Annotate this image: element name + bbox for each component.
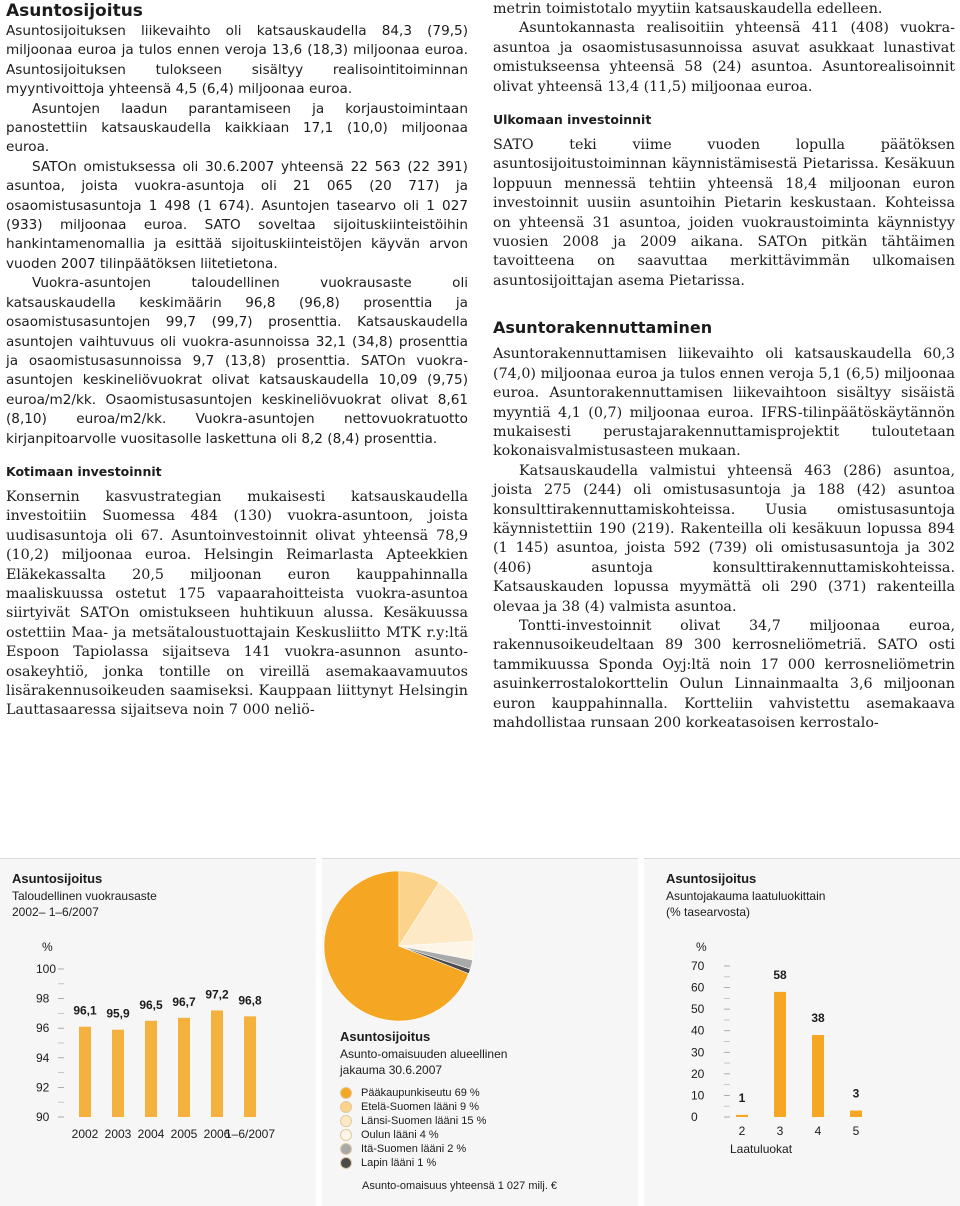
legend-label: Etelä-Suomen lääni 9 % [361,1101,480,1113]
legend-item [340,1100,486,1114]
bar [145,1021,157,1117]
bar [850,1111,862,1117]
y-axis-label: % [696,940,707,954]
x-tick-label: 1–6/2007 [224,1127,276,1141]
pie-legend [340,1086,486,1170]
paragraph: Asuntorakennuttamisen liikevaihto oli katsauskaudella 60,3 (74,0) miljoonaa euroa ja tulos ennen veroja 5,1 (6,5) miljoonaa euroa. Asuntorakennuttamisen liikevaihtoon sisältyy sisäistä myyntiä 4,1 (0,7) miljoonaa euroa. IFRS-tilinpäätöskäytännön mukaisesti perustajarakennuttamisprojektit tuloutetaan kokonaisvalmistusasteen mukaan. [493,346,955,460]
legend-swatch [340,1115,352,1127]
y-axis-label: % [42,940,53,954]
y-tick-label: 98 [36,991,50,1006]
x-tick-label: 2 [738,1124,746,1138]
x-tick-label: 3 [776,1124,784,1138]
y-tick-label: 70 [691,959,705,973]
bar [774,992,786,1117]
left-column [6,0,468,721]
data-label: 96,7 [172,994,196,1009]
legend-item [340,1142,486,1156]
y-tick-label: 50 [691,1002,705,1017]
data-label: 97,2 [205,987,229,1002]
data-label: 3 [852,1086,860,1101]
y-tick-label: 40 [691,1023,705,1038]
y-tick-label: 60 [691,980,705,995]
legend-item [340,1156,486,1170]
chart-panel-alueellinen-jakauma [322,858,638,1206]
legend-swatch [340,1087,352,1099]
data-label: 58 [773,967,787,982]
section-title-asuntosijoitus: Asuntosijoitus [6,1,143,21]
bar-chart-laatuluokat [644,859,960,1206]
bar [244,1016,256,1117]
subheading-kotimaan-investoinnit: Kotimaan investoinnit [6,463,162,479]
chart-panel-vuokrausaste [0,858,316,1206]
legend-label: Pääkaupunkiseutu 69 % [361,1087,480,1099]
data-label: 96,8 [238,993,262,1008]
legend-item [340,1086,486,1100]
chart-subtitle: Asunto-omaisuuden alueellinen [340,1047,508,1061]
pie-footnote: Asunto-omaisuus yhteensä 1 027 milj. € [362,1180,558,1192]
section-title-asuntorakennuttaminen: Asuntorakennuttaminen [493,318,713,338]
data-label: 96,5 [139,997,163,1012]
legend-label: Itä-Suomen lääni 2 % [361,1143,467,1155]
x-tick-label: 2004 [137,1127,165,1141]
bar [112,1030,124,1117]
y-tick-label: 100 [36,962,57,976]
paragraph: Asuntojen laadun parantamiseen ja korjaustoimintaan panostettiin katsauskaudella kaikkiaan 17,1 (10,0) miljoonaa euroa. [6,100,468,156]
y-tick-label: 10 [691,1088,705,1103]
bar [736,1115,748,1117]
y-tick-label: 0 [691,1110,698,1124]
paragraph: Asuntokannasta realisoitiin yhteensä 411 (408) vuokra-asuntoa ja osaomistusasunnoissa asuvat asukkaat lunastivat omistukseensa yhteensä 58 (24) asuntoa. Asuntorealisoinnit olivat yhteensä 13,4 (11,5) miljoonaa euroa. [493,20,955,95]
x-tick-label: 5 [852,1124,860,1138]
chart-subtitle: jakauma 30.6.2007 [340,1063,443,1077]
legend-label: Oulun lääni 4 % [361,1129,439,1141]
chart-title: Asuntosijoitus [12,871,103,886]
legend-swatch [340,1129,352,1141]
chart-subtitle: (% tasearvosta) [666,905,751,919]
bar-chart-vuokrausaste [0,859,316,1206]
data-label: 1 [738,1090,746,1105]
bar [79,1027,91,1117]
right-column [493,0,955,733]
legend-item [340,1128,486,1142]
subheading-ulkomaan-investoinnit: Ulkomaan investoinnit [493,112,652,128]
y-tick-label: 30 [691,1045,705,1060]
chart-title: Asuntosijoitus [340,1029,431,1044]
legend-label: Länsi-Suomen lääni 15 % [361,1115,487,1127]
x-tick-label: 2002 [71,1127,99,1141]
data-label: 38 [811,1011,825,1026]
x-tick-label: 2006 [203,1127,231,1141]
chart-panel-laatuluokat [644,858,960,1206]
legend-swatch [340,1101,352,1113]
y-tick-label: 90 [36,1110,50,1124]
chart-subtitle: 2002– 1–6/2007 [12,905,99,919]
y-tick-label: 92 [36,1080,50,1095]
paragraph: Asuntosijoituksen liikevaihto oli katsauskaudella 84,3 (79,5) miljoonaa euroa ja tulos ennen veroja 13,6 (18,3) miljoonaa euroa. Asuntosijoituksen tulokseen sisältyy realisointitoiminnan myyntivoittoja yhteensä 4,5 (6,4) miljoonaa euroa. [6,23,468,98]
x-axis-label: Laatuluokat [730,1142,793,1156]
x-tick-label: 4 [814,1124,822,1138]
legend-swatch [340,1143,352,1155]
chart-subtitle: Taloudellinen vuokrausaste [12,889,157,903]
chart-title: Asuntosijoitus [666,871,757,886]
y-tick-label: 20 [691,1066,705,1081]
legend-swatch [340,1157,352,1169]
bar [178,1018,190,1117]
paragraph: metrin toimistotalo myytiin katsauskaudella edelleen. [493,1,883,17]
y-tick-label: 96 [36,1021,50,1036]
paragraph: Tontti-investoinnit olivat 34,7 miljoonaa euroa, rakennusoikeudeltaan 89 300 kerrosneliömetriä. SATO osti tammikuussa Sponda Oyj:ltä noin 17 000 kerrosneliömetrin asuinkerrostalokorttelin Oulun Linnainmaalta 3,6 miljoonan euron kauppahinnalla. Kortteliin vahvistettu asemakaava mahdollistaa runsaan 200 korkeatasoisen kerrostalo- [493,617,955,731]
y-tick-label: 94 [36,1050,50,1065]
x-tick-label: 2003 [104,1127,132,1141]
paragraph: SATOn omistuksessa oli 30.6.2007 yhteensä 22 563 (22 391) asuntoa, joista vuokra-asuntoja oli 21 065 (20 717) ja osaomistusasuntoja 1 498 (1 674). Asuntojen tasearvo oli 1 027 (933) miljoonaa euroa. SATO soveltaa sijoituskiinteistöihin hankintamenomallia ja esittää sijoituskiinteistöjen käyvän arvon vuoden 2007 tilinpäätöksen liitetietona. [6,158,468,272]
bar [211,1010,223,1117]
data-label: 96,1 [73,1003,97,1018]
data-label: 95,9 [106,1006,130,1021]
paragraph: Vuokra-asuntojen taloudellinen vuokrausaste oli katsauskaudella keskimäärin 96,8 (96,8) prosenttia ja osaomistusasuntojen 99,7 (99,7) prosenttia. Katsauskaudella asuntojen vaihtuvuus oli vuokra-asunnoissa 32,1 (34,8) prosenttia ja osaomistusasunnoissa 9,7 (13,8) prosenttia. SATOn vuokra-asuntojen keskineliövuokrat olivat katsauskaudella 10,09 (9,75) euroa/m2/kk. Osaomistusasuntojen keskineliövuokrat olivat 8,61 (8,10) euroa/m2/kk. Vuokra-asuntojen nettovuokratuotto kirjanpitoarvolle vuositasolle laskettuna oli 8,2 (8,4) prosenttia. [6,275,468,447]
bar [812,1035,824,1117]
chart-subtitle: Asuntojakauma laatuluokittain [666,889,826,903]
legend-label: Lapin lääni 1 % [361,1157,437,1169]
paragraph: Konsernin kasvustrategian mukaisesti katsauskaudella investoitiin Suomessa 484 (130) vuokra-asuntoon, joista uudisasuntoja oli 67. Asuntoinvestoinnit olivat yhteensä 78,9 (10,2) miljoonaa euroa. Helsingin Reimarlasta Apteekkien Eläkekassalta 20,5 miljoonan euron kauppahinnalla maaliskuussa ostetut 175 vapaarahoitteista vuokra-asuntoa siirtyivät SATOn omistukseen huhtikuun alussa. Kesäkuussa ostettiin Maa- ja metsätaloustuottajain Keskusliitto MTK r.y:ltä Espoon Tapiolassa sijaitseva 141 vuokra-asunnon asunto-osakeyhtiö, jonka tontille on vireillä asemakaavamuutos lisärakennusoikeuden saamiseksi. Kauppaan liittynyt Helsingin Lauttasaaressa sijaitseva noin 7 000 neliö- [6,488,468,719]
paragraph: SATO teki viime vuoden lopulla päätöksen asuntosijoitustoiminnan käynnistämisestä Pietarissa. Kesäkuun loppuun mennessä tehtiin yhteensä 18,4 miljoonan euron investoinnit uusiin asuntoihin Pietarin keskustaan. Kohteissa on yhteensä 31 asuntoa, joiden vuokraustoiminta käynnistyy vuosien 2008 ja 2009 aikana. SATOn pitkän tähtäimen tavoitteena on saavuttaa merkittävimmän ulkomaisen asuntosijoittajan asema Pietarissa. [493,137,955,289]
legend-item [340,1114,486,1128]
paragraph: Katsauskaudella valmistui yhteensä 463 (286) asuntoa, joista 275 (244) oli omistusasuntoja ja 188 (42) asuntoa konsulttirakennuttamiskohteissa. Uusia omistusasuntoja käynnistettiin 190 (219). Rakenteilla oli kesäkuun lopussa 894 (1 145) asuntoa, joista 592 (739) oli omistusasuntoja ja 302 (406) asuntoja konsulttirakennuttamiskohteissa. Katsauskauden lopussa myymättä oli 290 (371) rakenteilla olevaa ja 38 (4) valmista asuntoa. [493,462,955,615]
x-tick-label: 2005 [170,1127,198,1141]
